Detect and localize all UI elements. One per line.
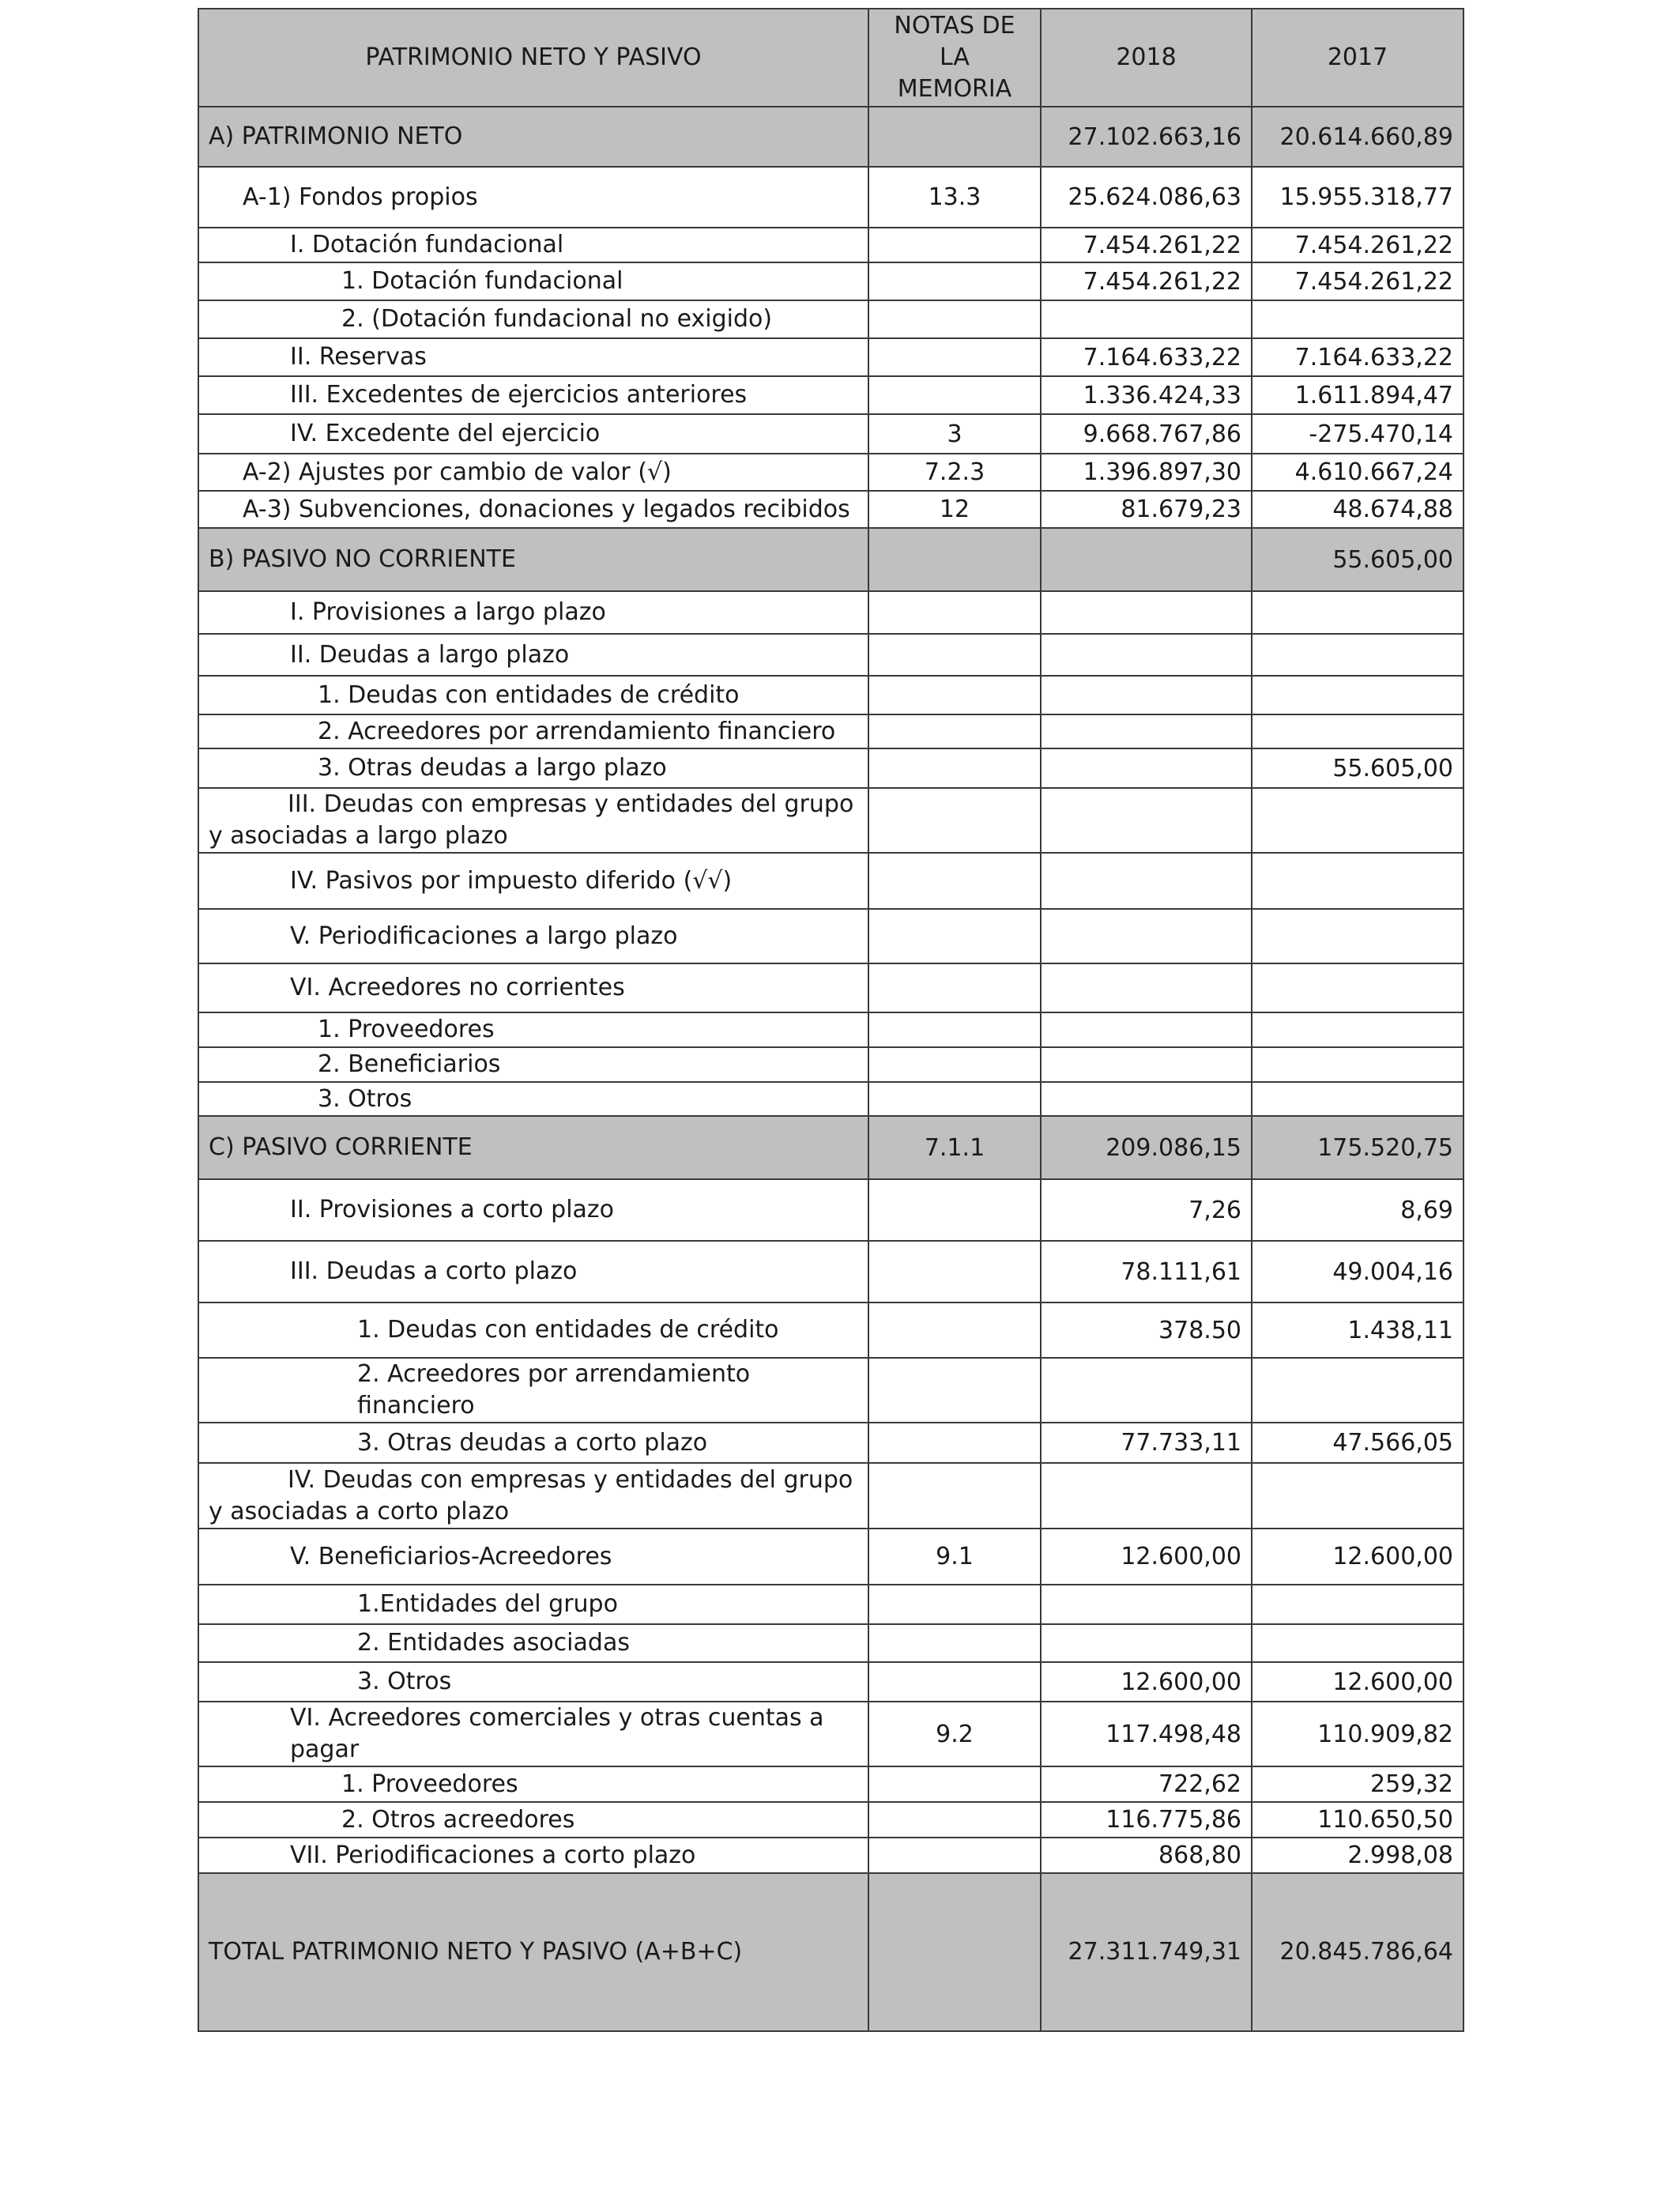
- row-label: 1. Proveedores: [198, 1766, 868, 1802]
- row-value-2018: 1.396.897,30: [1041, 454, 1252, 491]
- row-value-2018: 868,80: [1041, 1838, 1252, 1873]
- row-note: [868, 1179, 1041, 1241]
- row-value-2018: [1041, 748, 1252, 788]
- row-note: [868, 909, 1041, 963]
- row-label: 3. Otros: [198, 1082, 868, 1116]
- row-label: 1. Proveedores: [198, 1012, 868, 1047]
- row-value-2017: [1252, 591, 1463, 634]
- row-note: [868, 107, 1041, 167]
- row-note: [868, 300, 1041, 338]
- table-row: [198, 1702, 1463, 1766]
- row-note: [868, 1624, 1041, 1662]
- row-value-2017: 2.998,08: [1252, 1838, 1463, 1873]
- header-year-2017: 2017: [1252, 9, 1463, 107]
- row-label: A-2) Ajustes por cambio de valor (√): [198, 454, 868, 491]
- row-value-2017: [1252, 1047, 1463, 1082]
- row-value-2018: 77.733,11: [1041, 1423, 1252, 1463]
- row-value-2017: [1252, 1082, 1463, 1116]
- row-value-2018: [1041, 591, 1252, 634]
- row-note: [868, 1358, 1041, 1423]
- row-note: 12: [868, 491, 1041, 528]
- row-value-2017: 7.454.261,22: [1252, 262, 1463, 300]
- row-value-2017: -275.470,14: [1252, 414, 1463, 454]
- row-value-2017: 175.520,75: [1252, 1116, 1463, 1179]
- row-value-2018: 7.164.633,22: [1041, 338, 1252, 376]
- row-value-2018: [1041, 1358, 1252, 1423]
- row-label: IV. Excedente del ejercicio: [198, 414, 868, 454]
- row-label: A-1) Fondos propios: [198, 167, 868, 228]
- row-value-2017: 55.605,00: [1252, 748, 1463, 788]
- row-note: [868, 1241, 1041, 1302]
- row-value-2018: [1041, 853, 1252, 909]
- row-label: I. Dotación fundacional: [198, 228, 868, 262]
- row-value-2017: 110.650,50: [1252, 1802, 1463, 1838]
- table-row: [198, 376, 1463, 414]
- row-value-2018: 209.086,15: [1041, 1116, 1252, 1179]
- row-value-2017: 110.909,82: [1252, 1702, 1463, 1766]
- row-value-2017: [1252, 1624, 1463, 1662]
- table-row: [198, 167, 1463, 228]
- row-label: 1. Dotación fundacional: [198, 262, 868, 300]
- table-row: [198, 1802, 1463, 1838]
- row-value-2017: [1252, 676, 1463, 714]
- row-value-2017: 7.164.633,22: [1252, 338, 1463, 376]
- table-row: [198, 591, 1463, 634]
- row-note: [868, 1662, 1041, 1702]
- row-note: [868, 788, 1041, 853]
- table-body: [198, 107, 1463, 2031]
- row-note: [868, 1012, 1041, 1047]
- row-label: 3. Otros: [198, 1662, 868, 1702]
- balance-sheet-table: [198, 8, 1464, 2032]
- row-note: [868, 963, 1041, 1012]
- row-label: VI. Acreedores comerciales y otras cuentas a pagar: [198, 1702, 868, 1766]
- row-value-2018: 25.624.086,63: [1041, 167, 1252, 228]
- row-value-2017: 48.674,88: [1252, 491, 1463, 528]
- row-value-2018: [1041, 528, 1252, 591]
- row-value-2018: [1041, 909, 1252, 963]
- table-row: [198, 1463, 1463, 1529]
- row-value-2018: 378.50: [1041, 1302, 1252, 1358]
- table-row: [198, 909, 1463, 963]
- row-value-2018: 78.111,61: [1041, 1241, 1252, 1302]
- row-value-2017: [1252, 634, 1463, 676]
- row-label: 2. Otros acreedores: [198, 1802, 868, 1838]
- section-row: [198, 1116, 1463, 1179]
- row-value-2017: 7.454.261,22: [1252, 228, 1463, 262]
- row-note: [868, 1838, 1041, 1873]
- table-row: [198, 676, 1463, 714]
- row-value-2018: [1041, 963, 1252, 1012]
- row-label: IV. Deudas con empresas y entidades del grupo y asociadas a corto plazo: [198, 1463, 868, 1529]
- row-label: TOTAL PATRIMONIO NETO Y PASIVO (A+B+C): [198, 1873, 868, 2031]
- row-value-2017: [1252, 714, 1463, 748]
- row-value-2017: 1.611.894,47: [1252, 376, 1463, 414]
- row-value-2017: 12.600,00: [1252, 1529, 1463, 1585]
- row-value-2017: 20.614.660,89: [1252, 107, 1463, 167]
- row-note: [868, 1585, 1041, 1624]
- row-note: 9.2: [868, 1702, 1041, 1766]
- table-row: [198, 788, 1463, 853]
- row-note: 7.1.1: [868, 1116, 1041, 1179]
- row-value-2018: 27.102.663,16: [1041, 107, 1252, 167]
- table-row: [198, 1423, 1463, 1463]
- row-label: B) PASIVO NO CORRIENTE: [198, 528, 868, 591]
- row-value-2018: 27.311.749,31: [1041, 1873, 1252, 2031]
- row-value-2017: 1.438,11: [1252, 1302, 1463, 1358]
- row-value-2018: 12.600,00: [1041, 1662, 1252, 1702]
- row-label: IV. Pasivos por impuesto diferido (√√): [198, 853, 868, 909]
- header-concept: PATRIMONIO NETO Y PASIVO: [198, 9, 868, 107]
- row-value-2018: 9.668.767,86: [1041, 414, 1252, 454]
- row-note: [868, 1463, 1041, 1529]
- row-label: 2. (Dotación fundacional no exigido): [198, 300, 868, 338]
- total-row: [198, 1873, 1463, 2031]
- row-note: [868, 714, 1041, 748]
- row-value-2018: 117.498,48: [1041, 1702, 1252, 1766]
- table-row: [198, 228, 1463, 262]
- row-note: [868, 748, 1041, 788]
- row-note: [868, 338, 1041, 376]
- row-value-2017: [1252, 909, 1463, 963]
- row-value-2018: [1041, 1012, 1252, 1047]
- row-label: V. Beneficiarios-Acreedores: [198, 1529, 868, 1585]
- row-label: I. Provisiones a largo plazo: [198, 591, 868, 634]
- table-row: [198, 1662, 1463, 1702]
- row-value-2017: 20.845.786,64: [1252, 1873, 1463, 2031]
- row-value-2018: [1041, 300, 1252, 338]
- row-value-2018: [1041, 1047, 1252, 1082]
- row-label: III. Deudas con empresas y entidades del grupo y asociadas a largo plazo: [198, 788, 868, 853]
- table-row: [198, 454, 1463, 491]
- table-row: [198, 338, 1463, 376]
- row-label: II. Deudas a largo plazo: [198, 634, 868, 676]
- row-label: C) PASIVO CORRIENTE: [198, 1116, 868, 1179]
- row-value-2017: [1252, 788, 1463, 853]
- row-value-2017: 15.955.318,77: [1252, 167, 1463, 228]
- table-row: [198, 1624, 1463, 1662]
- table-row: [198, 1358, 1463, 1423]
- row-label: VII. Periodificaciones a corto plazo: [198, 1838, 868, 1873]
- row-value-2018: [1041, 714, 1252, 748]
- row-label: III. Deudas a corto plazo: [198, 1241, 868, 1302]
- row-label: 2. Entidades asociadas: [198, 1624, 868, 1662]
- row-note: [868, 1802, 1041, 1838]
- row-note: [868, 853, 1041, 909]
- row-note: [868, 1302, 1041, 1358]
- header-notes: NOTAS DE LA MEMORIA: [868, 9, 1041, 107]
- section-row: [198, 528, 1463, 591]
- row-note: 7.2.3: [868, 454, 1041, 491]
- row-note: [868, 634, 1041, 676]
- table-row: [198, 714, 1463, 748]
- row-value-2018: [1041, 1082, 1252, 1116]
- table-row: [198, 1529, 1463, 1585]
- row-note: 13.3: [868, 167, 1041, 228]
- row-label: A-3) Subvenciones, donaciones y legados recibidos: [198, 491, 868, 528]
- row-note: [868, 1766, 1041, 1802]
- row-value-2017: 49.004,16: [1252, 1241, 1463, 1302]
- row-value-2017: 8,69: [1252, 1179, 1463, 1241]
- table-row: [198, 1082, 1463, 1116]
- table-row: [198, 748, 1463, 788]
- row-value-2018: [1041, 1463, 1252, 1529]
- table-row: [198, 414, 1463, 454]
- row-label: 2. Beneficiarios: [198, 1047, 868, 1082]
- header-row: [198, 9, 1463, 107]
- table-row: [198, 300, 1463, 338]
- row-value-2017: 12.600,00: [1252, 1662, 1463, 1702]
- row-note: [868, 591, 1041, 634]
- row-note: [868, 1873, 1041, 2031]
- table-row: [198, 634, 1463, 676]
- row-note: [868, 528, 1041, 591]
- row-label: VI. Acreedores no corrientes: [198, 963, 868, 1012]
- row-label: V. Periodificaciones a largo plazo: [198, 909, 868, 963]
- row-value-2018: [1041, 1624, 1252, 1662]
- row-note: [868, 1082, 1041, 1116]
- row-note: [868, 1047, 1041, 1082]
- row-label: 2. Acreedores por arrendamiento financiero: [198, 714, 868, 748]
- row-note: [868, 262, 1041, 300]
- row-label: 3. Otras deudas a largo plazo: [198, 748, 868, 788]
- row-label: 1.Entidades del grupo: [198, 1585, 868, 1624]
- row-value-2018: 722,62: [1041, 1766, 1252, 1802]
- row-value-2017: [1252, 853, 1463, 909]
- table-row: [198, 262, 1463, 300]
- row-value-2017: [1252, 1463, 1463, 1529]
- row-label: A) PATRIMONIO NETO: [198, 107, 868, 167]
- row-value-2017: 259,32: [1252, 1766, 1463, 1802]
- row-value-2018: 7,26: [1041, 1179, 1252, 1241]
- row-value-2018: 1.336.424,33: [1041, 376, 1252, 414]
- row-value-2017: 55.605,00: [1252, 528, 1463, 591]
- row-value-2018: [1041, 1585, 1252, 1624]
- row-label: 1. Deudas con entidades de crédito: [198, 1302, 868, 1358]
- row-label: 3. Otras deudas a corto plazo: [198, 1423, 868, 1463]
- row-note: [868, 376, 1041, 414]
- table-row: [198, 1047, 1463, 1082]
- row-value-2017: [1252, 1585, 1463, 1624]
- row-value-2017: 4.610.667,24: [1252, 454, 1463, 491]
- row-label: II. Reservas: [198, 338, 868, 376]
- header-year-2018: 2018: [1041, 9, 1252, 107]
- row-label: II. Provisiones a corto plazo: [198, 1179, 868, 1241]
- row-label: 1. Deudas con entidades de crédito: [198, 676, 868, 714]
- table-row: [198, 963, 1463, 1012]
- row-value-2017: 47.566,05: [1252, 1423, 1463, 1463]
- row-note: 9.1: [868, 1529, 1041, 1585]
- table-row: [198, 1179, 1463, 1241]
- table-row: [198, 1302, 1463, 1358]
- row-value-2018: 7.454.261,22: [1041, 262, 1252, 300]
- row-value-2017: [1252, 963, 1463, 1012]
- row-value-2018: 7.454.261,22: [1041, 228, 1252, 262]
- table-row: [198, 1241, 1463, 1302]
- section-row: [198, 107, 1463, 167]
- row-label: 2. Acreedores por arrendamiento financiero: [198, 1358, 868, 1423]
- table-row: [198, 1585, 1463, 1624]
- row-value-2018: 12.600,00: [1041, 1529, 1252, 1585]
- row-value-2018: [1041, 634, 1252, 676]
- table-row: [198, 1766, 1463, 1802]
- row-note: 3: [868, 414, 1041, 454]
- row-value-2018: 116.775,86: [1041, 1802, 1252, 1838]
- row-value-2018: 81.679,23: [1041, 491, 1252, 528]
- row-value-2017: [1252, 300, 1463, 338]
- table-row: [198, 853, 1463, 909]
- row-note: [868, 676, 1041, 714]
- table-row: [198, 491, 1463, 528]
- table-row: [198, 1838, 1463, 1873]
- row-value-2018: [1041, 788, 1252, 853]
- row-note: [868, 228, 1041, 262]
- row-note: [868, 1423, 1041, 1463]
- row-value-2018: [1041, 676, 1252, 714]
- row-value-2017: [1252, 1012, 1463, 1047]
- row-value-2017: [1252, 1358, 1463, 1423]
- row-label: III. Excedentes de ejercicios anteriores: [198, 376, 868, 414]
- table-row: [198, 1012, 1463, 1047]
